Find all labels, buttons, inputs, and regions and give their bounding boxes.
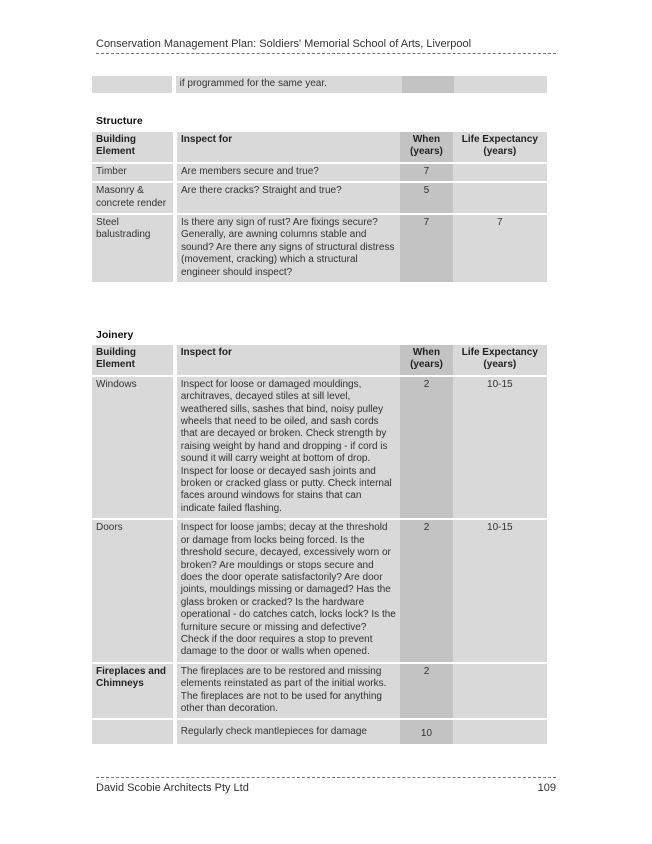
when-cell: 2 bbox=[400, 520, 452, 663]
life-cell: 7 bbox=[453, 215, 547, 284]
inspect-cell: Are members secure and true? bbox=[177, 164, 400, 183]
when-cell: 7 bbox=[400, 215, 452, 284]
inspect-cell: Is there any sign of rust? Are fixings secure? Generally, are awning columns stable and sound? Are there any signs of structural distress (movement, cracking) which a structural engineer should inspect? bbox=[177, 215, 400, 284]
column-header: Inspect for bbox=[177, 345, 401, 377]
inspect-cell: Inspect for loose or damaged mouldings, architraves, decayed stiles at sill level, weathered sills, sashes that bind, noisy pulley wheels that need to be oiled, and sash cords that are decayed or broken. Check strength by raising weight by hand and dropping - if cord is sound it will carry weight at bottom of drop. Inspect for loose or decayed sash joints and broken or cracked glass or putty. Check internal faces around windows for stains that can indicate failed flashing. bbox=[177, 377, 401, 520]
table-header-row bbox=[92, 132, 547, 164]
life-cell bbox=[453, 183, 547, 215]
element-cell: Doors bbox=[92, 520, 177, 663]
column-header: Building Element bbox=[92, 345, 177, 377]
inspect-cell: if programmed for the same year. bbox=[176, 76, 403, 95]
table-row bbox=[92, 76, 547, 95]
table-row bbox=[92, 720, 547, 745]
page-number: 109 bbox=[537, 782, 556, 794]
joinery-table bbox=[92, 345, 547, 746]
life-cell bbox=[453, 164, 547, 183]
element-cell: Steel balustrading bbox=[92, 215, 177, 284]
footer-company: David Scobie Architects Pty Ltd bbox=[96, 782, 249, 794]
element-cell: Fireplaces and Chimneys bbox=[92, 664, 177, 721]
element-cell bbox=[92, 720, 177, 745]
when-cell: 5 bbox=[400, 183, 452, 215]
life-cell: 10-15 bbox=[453, 520, 547, 663]
inspect-cell: Regularly check mantlepieces for damage bbox=[177, 720, 401, 745]
inspect-cell: Are there cracks? Straight and true? bbox=[177, 183, 400, 215]
inspect-cell: The fireplaces are to be restored and missing elements reinstated as part of the initial works. The fireplaces are not to be used for anything other than decoration. bbox=[177, 664, 401, 721]
section-title-structure: Structure bbox=[96, 115, 143, 127]
life-cell bbox=[453, 664, 547, 721]
column-header: Inspect for bbox=[177, 132, 400, 164]
continuation-table bbox=[92, 76, 547, 95]
inspect-cell: Inspect for loose jambs; decay at the threshold or damage from locks being forced. Is the threshold secure, decayed, excessively worn or broken? Are mouldings or stops secure and does the door operate satisfactorily? Are door joints, mouldings missing or damaged? Has the glass broken or cracked? Is the hardware operational - do catches catch, locks lock? Is the furniture secure or missing and defective? Check if the door requires a stop to prevent damage to the door or walls when opened. bbox=[177, 520, 401, 663]
table-row bbox=[92, 164, 547, 183]
when-cell: 7 bbox=[400, 164, 452, 183]
element-cell: Masonry & concrete render bbox=[92, 183, 177, 215]
table-row bbox=[92, 215, 547, 284]
when-cell: 10 bbox=[400, 720, 452, 745]
table-header-row bbox=[92, 345, 547, 377]
column-header: Life Expectancy (years) bbox=[453, 132, 547, 164]
page-header: Conservation Management Plan: Soldiers' Memorial School of Arts, Liverpool bbox=[96, 38, 556, 54]
page-footer bbox=[96, 777, 556, 794]
element-cell: Windows bbox=[92, 377, 177, 520]
life-cell bbox=[453, 720, 547, 745]
column-header: Building Element bbox=[92, 132, 177, 164]
when-cell: 2 bbox=[400, 664, 452, 721]
column-header: Life Expectancy (years) bbox=[453, 345, 547, 377]
column-header: When (years) bbox=[400, 132, 452, 164]
section-title-joinery: Joinery bbox=[96, 329, 134, 341]
life-cell: 10-15 bbox=[453, 377, 547, 520]
element-cell: Timber bbox=[92, 164, 177, 183]
table-row bbox=[92, 664, 547, 721]
column-header: When (years) bbox=[400, 345, 452, 377]
table-row bbox=[92, 183, 547, 215]
table-row bbox=[92, 520, 547, 663]
table-row bbox=[92, 377, 547, 520]
when-cell: 2 bbox=[400, 377, 452, 520]
structure-table bbox=[92, 132, 547, 284]
